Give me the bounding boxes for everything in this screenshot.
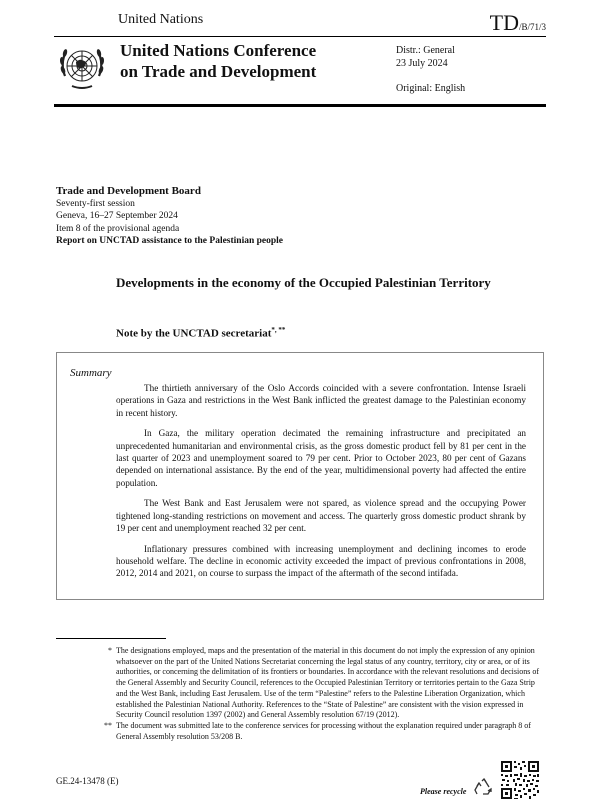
board-block <box>56 184 283 247</box>
footnote-marker: * <box>108 646 112 655</box>
symbol-suffix: /B/71/3 <box>518 22 546 32</box>
header-rule <box>54 36 546 37</box>
document-title: Developments in the economy of the Occupied Palestinian Territory <box>116 275 491 290</box>
footnote <box>96 721 542 742</box>
qr-code-icon <box>500 760 540 800</box>
conference-name-line1: United Nations Conference <box>120 41 317 60</box>
secretariat-note <box>116 326 285 340</box>
footnote-marker: ** <box>104 720 112 730</box>
footnote-text: The document was submitted late to the conference services for processing without the explanation required under paragraph 8 of General Assembly resolution 53/208 B. <box>116 720 531 741</box>
summary-paragraph: The West Bank and East Jerusalem were not spared, as violence spread and the occupying Power tightened long-standing restrictions on movement and access. The quarterly gross domestic product shrank by 19 per cent and unemployment reached 32 per cent. <box>116 498 526 533</box>
summary-label: Summary <box>70 367 112 379</box>
conference-name-line2: on Trade and Development <box>120 62 317 81</box>
organization-name: United Nations <box>118 12 204 27</box>
board-agenda-item: Item 8 of the provisional agenda <box>56 223 180 234</box>
footnotes <box>96 646 542 742</box>
recycle-label: Please recycle <box>420 787 467 796</box>
un-emblem-icon <box>56 42 108 94</box>
footnote-text: The designations employed, maps and the presentation of the material in this document do not imply the expression of any opinion whatsoever on the part of the United Nations Secretariat concerning the legal status of any country, territory, city or area, or of its authorities, or concerning the delimitation of its frontiers or boundaries. In accordance with the relevant resolutions and decisions of the General Assembly and Security Council, references to the Occupied Palestinian Territory or territories pertain to the Gaza Strip and the West Bank, including East Jerusalem. Use of the term “Palestine” refers to the Palestine Liberation Organization, which established the Palestinian National Authority. References to the “State of Palestine” are consistent with the vision expressed in Security Council resolution 1397 (2002) and General Assembly resolution 67/19 (2012). <box>116 646 539 720</box>
note-text: Note by the UNCTAD secretariat <box>116 327 272 340</box>
summary-paragraph: The thirtieth anniversary of the Oslo Accords coincided with a severe confrontation. Intense Israeli operations in Gaza and restrictions in the West Bank inflicted the greatest damage to the Palestinian economy in recent history. <box>116 383 526 418</box>
board-session: Seventy-first session <box>56 199 135 209</box>
document-date: 23 July 2024 <box>396 58 448 69</box>
footnote-rule <box>56 638 166 639</box>
summary-paragraph: Inflationary pressures combined with increasing unemployment and declining incomes to erode household welfare. The decline in economic activity exceeded the impact of previous confrontations in 2008, 2012, 2014 and 2021, on course to surpass the impact of the aftermath of the second intifada. <box>116 543 526 579</box>
board-place-date: Geneva, 16–27 September 2024 <box>56 211 178 222</box>
recycle-icon <box>474 778 494 796</box>
note-footnote-markers: *, ** <box>271 326 286 334</box>
document-number: GE.24-13478 (E) <box>56 776 119 786</box>
distribution-meta <box>396 44 455 70</box>
header-thick-rule <box>54 104 546 107</box>
document-symbol <box>490 10 546 36</box>
conference-name <box>120 40 316 82</box>
footnote <box>96 646 542 721</box>
symbol-main: TD <box>489 10 519 35</box>
board-report-title: Report on UNCTAD assistance to the Palestinian people <box>56 235 284 246</box>
distribution: Distr.: General <box>396 45 455 56</box>
original-language: Original: English <box>396 83 466 94</box>
summary-paragraphs <box>116 382 526 588</box>
summary-paragraph: In Gaza, the military operation decimated the remaining infrastructure and precipitated an unprecedented humanitarian and environmental crisis, as the gross domestic product fell by 81 per cent in the last quarter of 2023 and unemployment soared to 79 per cent. Prior to October 2023, 80 per cent of Gazans depended on international assistance. By the end of the year, multidimensional poverty had affected the entire population. <box>116 428 526 488</box>
board-title: Trade and Development Board <box>56 185 201 197</box>
